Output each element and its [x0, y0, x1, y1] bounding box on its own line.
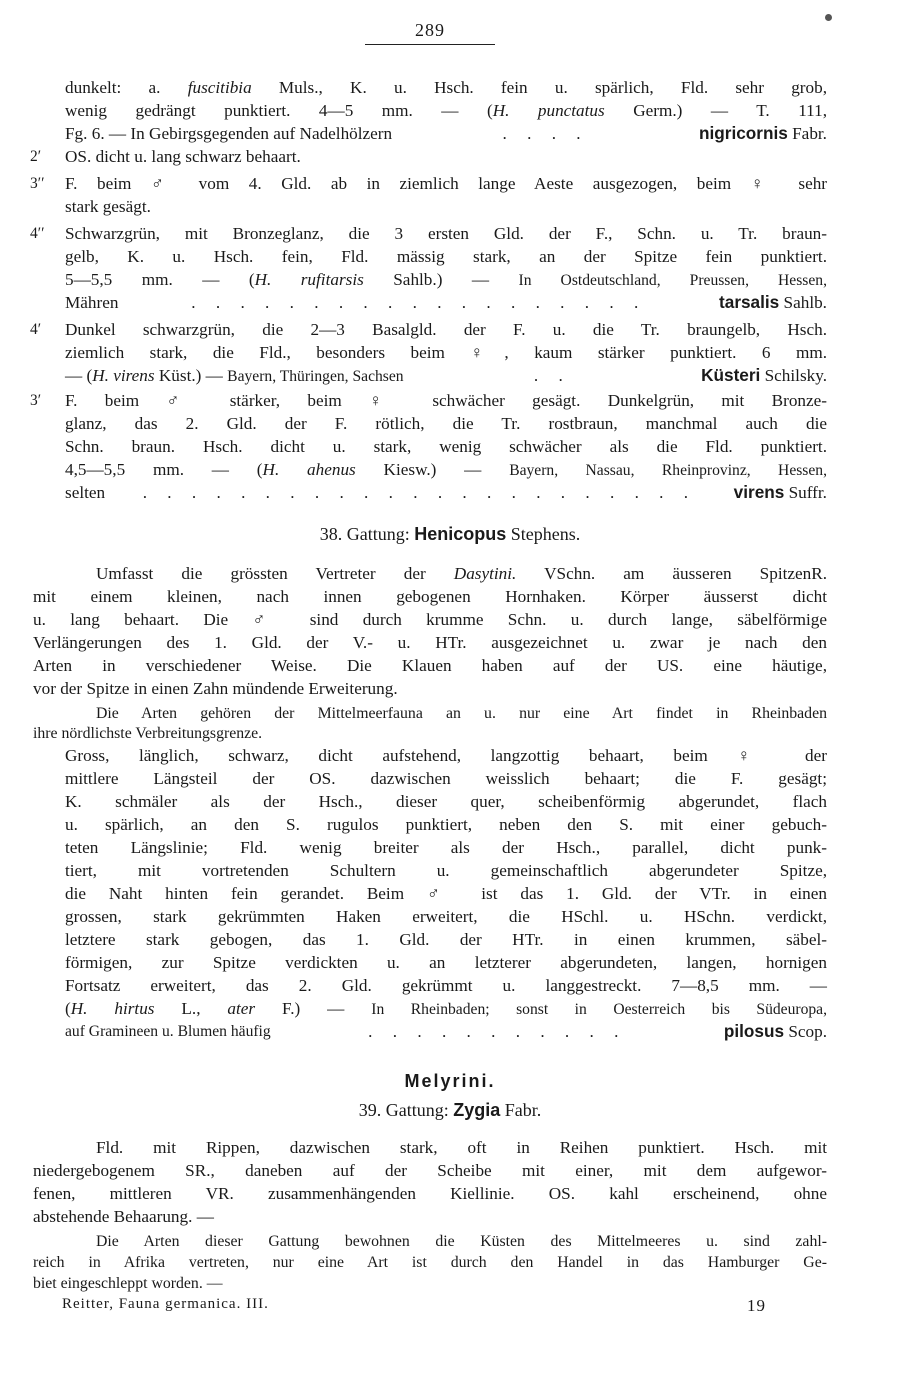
- text-line: K. schmäler als der Hsch., dieser quer, scheibenförmig abgerundet, flach: [65, 792, 827, 811]
- text-line: die Naht hinten fein gerandet. Beim ♂ ist das 1. Gld. der VTr. in einen: [65, 884, 827, 903]
- species-name: virens: [733, 482, 785, 502]
- species-name: nigricornis: [699, 123, 788, 143]
- text-line: fenen, mittleren VR. zusammenhängenden Kiellinie. OS. kahl erscheinend, ohne: [33, 1184, 827, 1203]
- text-line: F. beim ♂ stärker, beim ♀ schwächer gesägt. Dunkelgrün, mit Bronze-: [65, 391, 827, 410]
- text-line: wenig gedrängt punktiert. 4—5 mm. — (H. punctatus Germ.) — T. 111,: [65, 101, 827, 120]
- female-symbol: ♀: [369, 391, 406, 410]
- text-line: dunkelt: a. fuscitibia Muls., K. u. Hsch. fein u. spärlich, Fld. sehr grob,: [65, 78, 827, 97]
- species-line: Mähren . . . . . . . . . . . . . . . . . . . tarsalis Sahlb.: [65, 292, 827, 312]
- text-line: tiert, mit vortretenden Schultern u. gemeinschaftlich abgerundeter Spitze,: [65, 861, 827, 880]
- text-line: vor der Spitze in einen Zahn mündende Erweiterung.: [33, 679, 398, 698]
- page-number: 289: [365, 20, 495, 45]
- note-line: Die Arten gehören der Mittelmeerfauna an u. nur eine Art findet in Rheinbaden: [96, 705, 827, 722]
- text-line: Arten in verschiedener Weise. Die Klauen haben auf der US. eine häutige,: [33, 656, 827, 675]
- text-line: gelb, K. u. Hsch. fein, Fld. mässig stark, an der Spitze fein punktiert.: [65, 247, 827, 266]
- note-line: biet eingeschleppt worden. —: [33, 1275, 223, 1292]
- male-symbol: ♂: [150, 174, 180, 193]
- genus-heading: 39. Gattung: Zygia Fabr.: [358, 1100, 542, 1120]
- key-marker: 3′′: [30, 175, 45, 192]
- tribe-heading: Melyrini.: [404, 1071, 496, 1091]
- note-line: ihre nördlichste Verbreitungsgrenze.: [33, 725, 263, 742]
- text-line: abstehende Behaarung. —: [33, 1207, 214, 1226]
- genus-name: Zygia: [453, 1100, 501, 1120]
- text-line: grossen, stark gekrümmten Haken erweitert, die HSchl. u. HSchn. verdickt,: [65, 907, 827, 926]
- text-line: Schn. braun. Hsch. dicht u. stark, wenig schwächer als die Fld. punktiert.: [65, 437, 827, 456]
- text-line: Dunkel schwarzgrün, die 2—3 Basalgld. der F. u. die Tr. braungelb, Hsch.: [65, 320, 827, 339]
- text-line: Umfasst die grössten Vertreter der Dasytini. VSchn. am äusseren SpitzenR.: [96, 564, 827, 583]
- key-marker: 3′: [30, 392, 42, 409]
- text-line: OS. dicht u. lang schwarz behaart.: [65, 147, 301, 166]
- text-line: Verlängerungen des 1. Gld. der V.- u. HTr. ausgezeichnet u. zwar je nach den: [33, 633, 827, 652]
- male-symbol: ♂: [426, 884, 459, 903]
- species-line: — (H. virens Küst.) — Bayern, Thüringen, Sachsen . . Küsteri Schilsky.: [65, 365, 827, 385]
- male-symbol: ♂: [252, 610, 286, 629]
- female-symbol: ♀: [470, 343, 505, 362]
- key-marker: 2′: [30, 148, 42, 165]
- text-line: mittlere Längsteil der OS. dazwischen weisslich behaart; die F. gesägt;: [65, 769, 827, 788]
- species-name: tarsalis: [719, 292, 780, 312]
- key-marker: 4′: [30, 321, 42, 338]
- text-line: Gross, länglich, schwarz, dicht aufstehend, langzottig behaart, beim ♀ der: [65, 746, 828, 765]
- text-line: glanz, das 2. Gld. der F. rötlich, die Tr. rostbraun, manchmal auch die: [65, 414, 827, 433]
- text-line: Fld. mit Rippen, dazwischen stark, oft in Reihen punktiert. Hsch. mit: [96, 1138, 827, 1157]
- text-line: (H. hirtus L., ater F.) — In Rheinbaden; sonst in Oesterreich bis Südeuropa,: [65, 999, 828, 1018]
- female-symbol: ♀: [750, 174, 779, 193]
- genus-name: Henicopus: [414, 524, 507, 544]
- genus-heading: 38. Gattung: Henicopus Stephens.: [319, 524, 581, 544]
- note-line: Die Arten dieser Gattung bewohnen die Küsten des Mittelmeeres u. sind zahl-: [96, 1233, 827, 1250]
- text-line: F. beim ♂ vom 4. Gld. ab in ziemlich lange Aeste ausgezogen, beim ♀ sehr: [65, 174, 828, 193]
- text-line: u. spärlich, an den S. rugulos punktiert, neben den S. mit einer gebuch-: [65, 815, 827, 834]
- footer-signature: Reitter, Fauna germanica. III.: [62, 1296, 269, 1312]
- text-line: teten Längslinie; Fld. wenig breiter als der Hsch., parallel, dicht punk-: [65, 838, 827, 857]
- key-marker: 4′′: [30, 225, 45, 242]
- ink-spot: [825, 14, 832, 21]
- text-line: u. lang behaart. Die ♂ sind durch krumme Schn. u. durch lange, säbelförmige: [33, 610, 828, 629]
- text-line: 4,5—5,5 mm. — (H. ahenus Kiesw.) — Bayern, Nassau, Rheinprovinz, Hessen,: [65, 460, 827, 479]
- text-line: förmigen, zur Spitze verdickten u. an letzterer abgerundeten, langen, hornigen: [65, 953, 827, 972]
- note-line: reich in Afrika vertreten, nur eine Art ist durch den Handel in das Hamburger Ge-: [33, 1254, 827, 1271]
- text-line: Schwarzgrün, mit Bronzeglanz, die 3 ersten Gld. der F., Schn. u. Tr. braun-: [65, 224, 827, 243]
- species-line: Fg. 6. — In Gebirgsgegenden auf Nadelhölzern . . . . nigricornis Fabr.: [65, 123, 827, 143]
- female-symbol: ♀: [737, 746, 776, 765]
- text-line: mit einem kleinen, nach innen gebogenen Hornhaken. Körper äusserst dicht: [33, 587, 827, 606]
- footer-sheet-number: 19: [747, 1296, 766, 1315]
- text-line: niedergebogenem SR., daneben auf der Scheibe mit einer, mit dem aufgewor-: [33, 1161, 827, 1180]
- text-line: stark gesägt.: [65, 197, 151, 216]
- male-symbol: ♂: [166, 391, 203, 410]
- species-line: auf Gramineen u. Blumen häufig . . . . . . . . . . . pilosus Scop.: [65, 1021, 827, 1041]
- text-line: letztere stark gebogen, das 1. Gld. der HTr. in einen krummen, säbel-: [65, 930, 827, 949]
- text-line: ziemlich stark, die Fld., besonders beim ♀, kaum stärker punktiert. 6 mm.: [65, 343, 828, 362]
- text-line: Fortsatz erweitert, das 2. Gld. gekrümmt u. langgestreckt. 7—8,5 mm. —: [65, 976, 827, 995]
- text-line: 5—5,5 mm. — (H. rufitarsis Sahlb.) — In Ostdeutschland, Preussen, Hessen,: [65, 270, 827, 289]
- species-line: selten . . . . . . . . . . . . . . . . . . . . . . . virens Suffr.: [65, 482, 827, 502]
- species-name: Küsteri: [701, 365, 761, 385]
- species-name: pilosus: [723, 1021, 785, 1041]
